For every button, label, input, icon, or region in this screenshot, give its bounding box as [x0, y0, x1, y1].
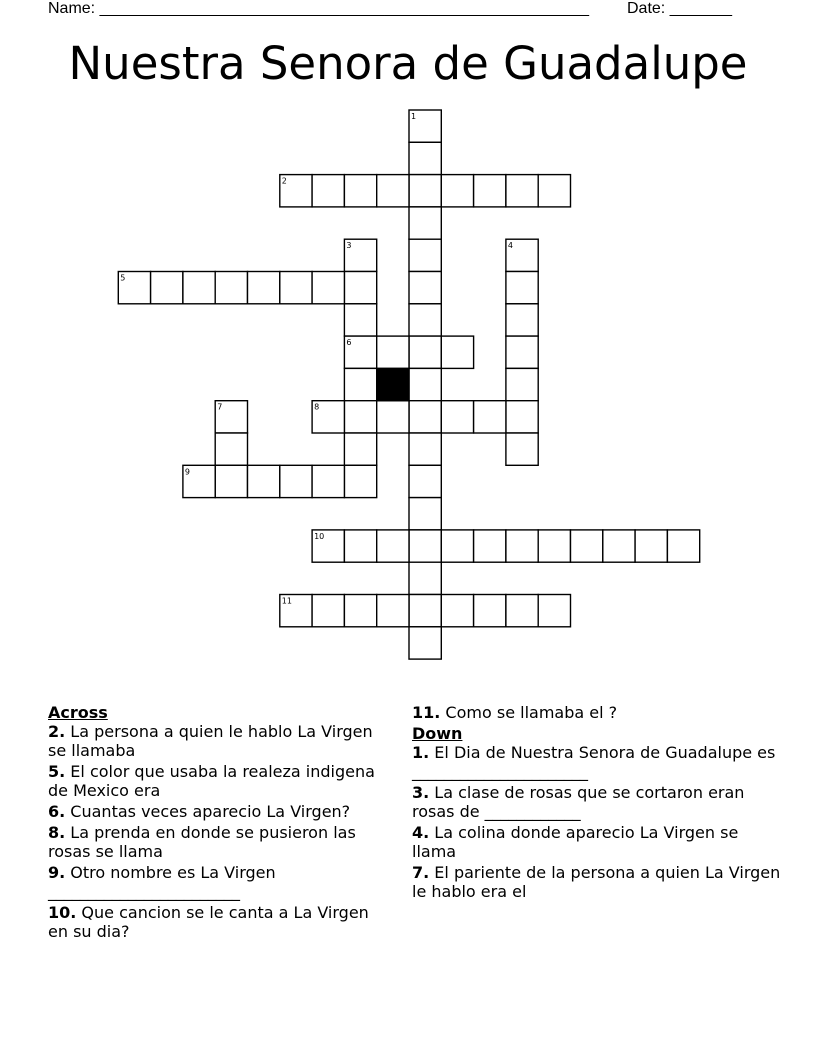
answer-cell[interactable]	[409, 239, 441, 271]
answer-cell[interactable]	[248, 465, 280, 497]
answer-cell[interactable]	[280, 465, 312, 497]
across-clue-list	[48, 722, 393, 941]
answer-cell[interactable]	[441, 401, 473, 433]
date-field[interactable]: Date: _______	[627, 0, 732, 17]
page-title: Nuestra Senora de Guadalupe	[68, 37, 748, 90]
answer-cell[interactable]	[571, 530, 603, 562]
answer-cell[interactable]	[312, 465, 344, 497]
answer-cell[interactable]	[312, 175, 344, 207]
answer-cell[interactable]	[409, 175, 441, 207]
clue-item	[412, 703, 782, 722]
answer-cell[interactable]	[409, 336, 441, 368]
answer-cell[interactable]	[377, 175, 409, 207]
answer-cell[interactable]	[506, 530, 538, 562]
clue-item-number: 9.	[48, 863, 66, 882]
name-field[interactable]: Name: _______________________________________________________	[48, 0, 589, 17]
answer-cell[interactable]	[603, 530, 635, 562]
answer-cell[interactable]	[344, 433, 376, 465]
answer-cell[interactable]	[344, 401, 376, 433]
answer-cell[interactable]	[506, 336, 538, 368]
answer-cell[interactable]	[215, 272, 247, 304]
answer-cell[interactable]	[151, 272, 183, 304]
clue-number: 4	[507, 241, 513, 251]
answer-cell[interactable]	[409, 368, 441, 400]
answer-cell[interactable]	[441, 530, 473, 562]
answer-cell[interactable]	[538, 595, 570, 627]
across-heading: Across	[48, 703, 108, 722]
answer-cell[interactable]	[409, 562, 441, 594]
answer-cell[interactable]	[409, 498, 441, 530]
answer-cell[interactable]	[183, 272, 215, 304]
answer-cell[interactable]	[312, 272, 344, 304]
clue-item	[412, 823, 782, 861]
answer-cell[interactable]	[409, 272, 441, 304]
clue-number: 10	[314, 531, 325, 541]
clue-item-text: El Dia de Nuestra Senora de Guadalupe es ______________________	[412, 743, 776, 781]
answer-cell[interactable]	[344, 595, 376, 627]
clue-item-text: La colina donde aparecio La Virgen se llama	[412, 823, 739, 861]
clue-item	[48, 722, 393, 760]
clue-item	[48, 802, 393, 821]
answer-cell[interactable]	[409, 142, 441, 174]
answer-cell[interactable]	[667, 530, 699, 562]
answer-cell[interactable]	[409, 401, 441, 433]
answer-cell[interactable]	[409, 433, 441, 465]
clue-item-text: Cuantas veces aparecio La Virgen?	[65, 802, 351, 821]
answer-cell[interactable]	[344, 175, 376, 207]
answer-cell[interactable]	[474, 530, 506, 562]
answer-cell[interactable]	[280, 272, 312, 304]
clue-item	[412, 863, 782, 901]
answer-cell[interactable]	[409, 304, 441, 336]
clue-item	[48, 823, 393, 861]
answer-cell[interactable]	[409, 465, 441, 497]
clue-item-text: Como se llamaba el ?	[440, 703, 618, 722]
answer-cell[interactable]	[506, 595, 538, 627]
answer-cell[interactable]	[344, 530, 376, 562]
clue-item-text: Que cancion se le canta a La Virgen en su dia?	[48, 903, 369, 941]
answer-cell[interactable]	[377, 401, 409, 433]
down-clue-list	[412, 743, 782, 901]
answer-cell[interactable]	[474, 595, 506, 627]
answer-cell[interactable]	[506, 272, 538, 304]
clue-item	[412, 743, 782, 781]
answer-cell[interactable]	[409, 207, 441, 239]
clue-number: 6	[346, 338, 352, 348]
answer-cell[interactable]	[312, 595, 344, 627]
clue-item-number: 5.	[48, 762, 66, 781]
black-square	[377, 368, 409, 400]
answer-cell[interactable]	[635, 530, 667, 562]
clue-item	[48, 903, 393, 941]
clue-item-number: 7.	[412, 863, 430, 882]
clue-item-text: El color que usaba la realeza indigena de Mexico era	[48, 762, 375, 800]
clue-item-number: 11.	[412, 703, 441, 722]
clue-item-number: 4.	[412, 823, 430, 842]
answer-cell[interactable]	[344, 272, 376, 304]
answer-cell[interactable]	[215, 433, 247, 465]
clue-item-text: La persona a quien le hablo La Virgen se llamaba	[48, 722, 373, 760]
clue-item	[48, 762, 393, 800]
clue-number: 9	[184, 467, 190, 477]
across-clue-list-continued	[412, 703, 782, 722]
clue-item-number: 6.	[48, 802, 66, 821]
clues-left-column	[48, 703, 393, 943]
answer-cell[interactable]	[248, 272, 280, 304]
clue-item-number: 8.	[48, 823, 66, 842]
clue-item	[412, 783, 782, 821]
clues-right-column	[412, 703, 782, 903]
clue-number: 8	[314, 402, 320, 412]
clue-number: 3	[346, 241, 352, 251]
answer-cell[interactable]	[506, 433, 538, 465]
answer-cell[interactable]	[441, 336, 473, 368]
answer-cell[interactable]	[344, 368, 376, 400]
answer-cell[interactable]	[474, 401, 506, 433]
answer-cell[interactable]	[377, 530, 409, 562]
answer-cell[interactable]	[409, 595, 441, 627]
answer-cell[interactable]	[441, 175, 473, 207]
clue-number: 5	[120, 273, 126, 283]
clue-number: 7	[217, 402, 223, 412]
answer-cell[interactable]	[377, 336, 409, 368]
clue-item-text: El pariente de la persona a quien La Virgen le hablo era el	[412, 863, 781, 901]
clue-item-text: La prenda en donde se pusieron las rosas se llama	[48, 823, 356, 861]
clue-item-text: La clase de rosas que se cortaron eran rosas de ____________	[412, 783, 745, 821]
answer-cell[interactable]	[344, 465, 376, 497]
answer-cell[interactable]	[344, 304, 376, 336]
answer-cell[interactable]	[506, 304, 538, 336]
clue-number: 2	[281, 176, 287, 186]
answer-cell[interactable]	[215, 465, 247, 497]
down-heading: Down	[412, 724, 463, 743]
answer-cell[interactable]	[409, 530, 441, 562]
clue-number: 11	[281, 596, 292, 606]
clue-item	[48, 863, 393, 901]
answer-cell[interactable]	[377, 595, 409, 627]
clue-item-number: 3.	[412, 783, 430, 802]
answer-cell[interactable]	[538, 530, 570, 562]
clue-item-number: 10.	[48, 903, 77, 922]
answer-cell[interactable]	[506, 175, 538, 207]
clue-number: 1	[411, 112, 417, 121]
answer-cell[interactable]	[506, 368, 538, 400]
clue-item-number: 1.	[412, 743, 430, 762]
answer-cell[interactable]	[441, 595, 473, 627]
clue-item-number: 2.	[48, 722, 66, 741]
answer-cell[interactable]	[474, 175, 506, 207]
answer-cell[interactable]	[409, 627, 441, 659]
answer-cell[interactable]	[506, 401, 538, 433]
answer-cell[interactable]	[538, 175, 570, 207]
clue-item-text: Otro nombre es La Virgen ________________________	[48, 863, 276, 901]
